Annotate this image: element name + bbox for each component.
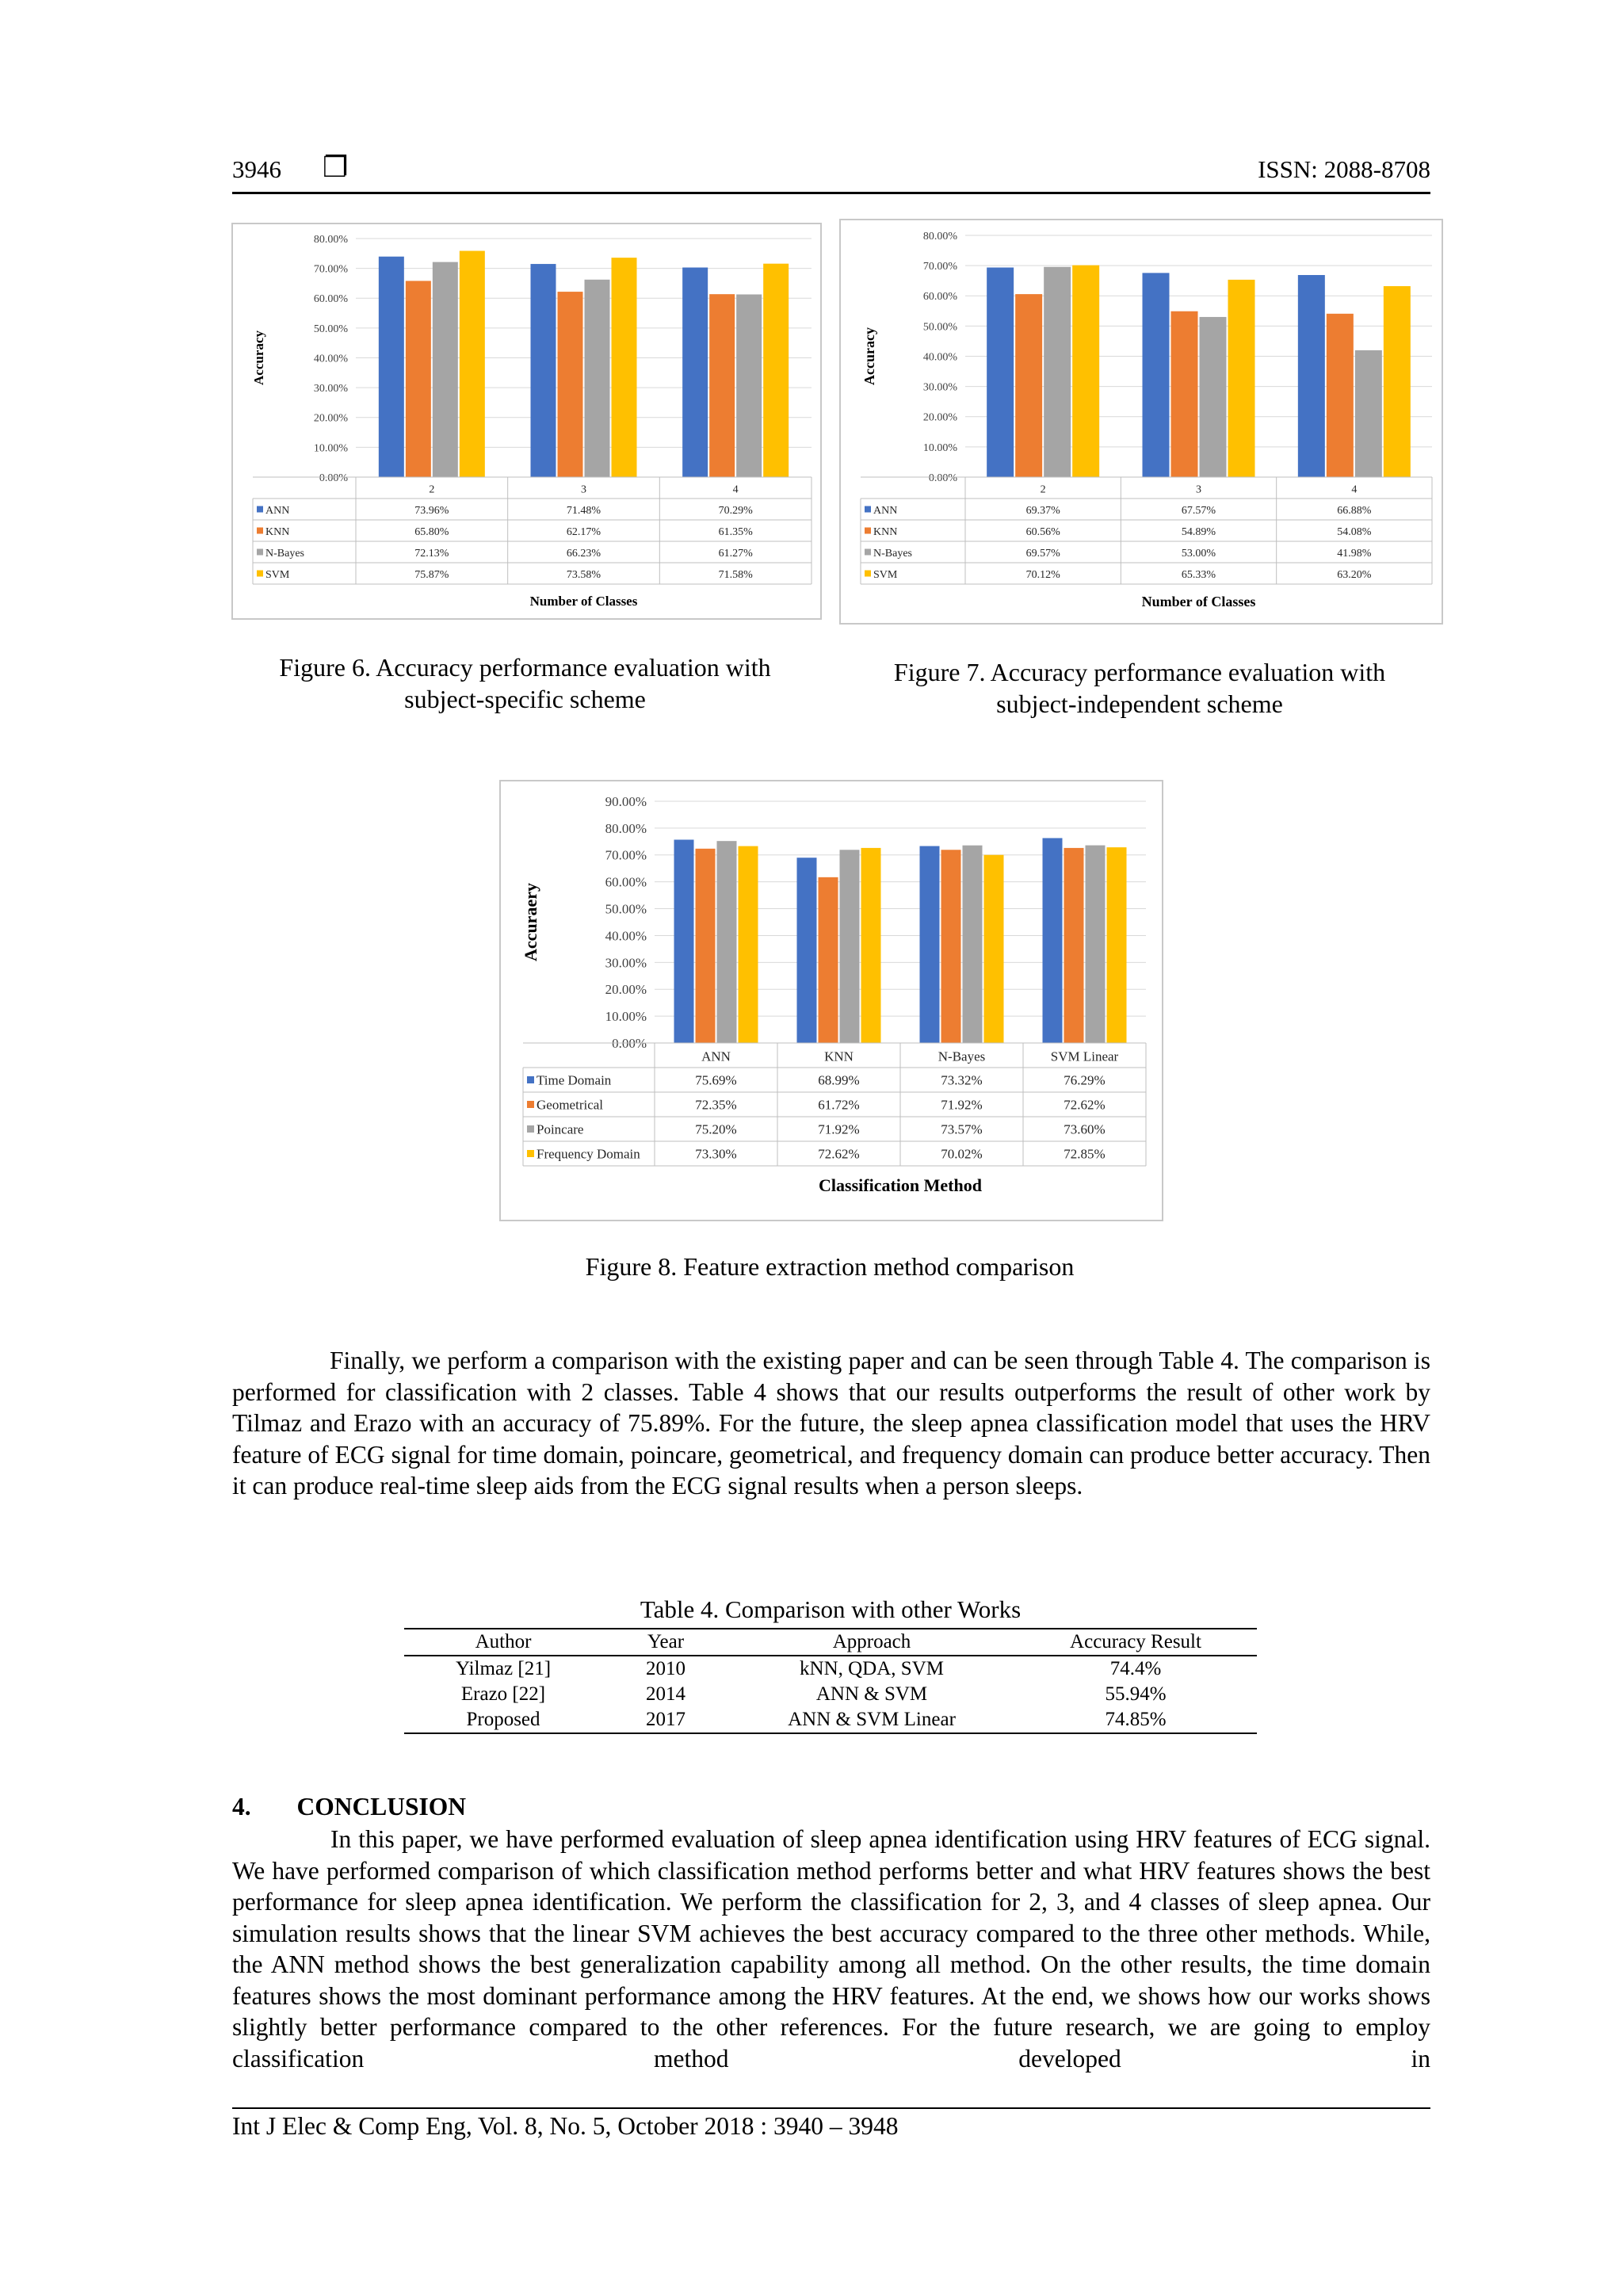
bar xyxy=(674,839,694,1043)
data-label: 71.58% xyxy=(718,568,753,581)
table-row xyxy=(404,1682,1257,1707)
legend-swatch xyxy=(527,1076,534,1083)
bar xyxy=(861,848,881,1043)
bar xyxy=(920,846,940,1043)
y-tick-label: 30.00% xyxy=(313,383,348,395)
bar xyxy=(984,855,1004,1043)
y-tick-label: 70.00% xyxy=(922,261,957,273)
legend-label: SVM xyxy=(873,568,898,581)
y-tick-label: 10.00% xyxy=(605,1009,647,1025)
table-4-caption: Table 4. Comparison with other Works xyxy=(640,1595,1022,1623)
data-label: 65.33% xyxy=(1181,568,1216,581)
x-tick-label: N-Bayes xyxy=(938,1049,986,1064)
issn: ISSN: 2088-8708 xyxy=(1258,155,1430,183)
figure-8-chart xyxy=(501,781,1162,1220)
x-axis-label: Number of Classes xyxy=(1141,594,1256,609)
x-tick-label: KNN xyxy=(824,1049,854,1064)
bar xyxy=(1298,275,1325,477)
data-label: 71.92% xyxy=(941,1097,983,1113)
caption-line: subject-independent scheme xyxy=(996,690,1283,718)
x-tick-label: 3 xyxy=(581,483,586,496)
legend-label: Geometrical xyxy=(537,1097,604,1113)
bar xyxy=(987,268,1014,477)
x-axis-label: Classification Method xyxy=(819,1175,982,1195)
y-tick-label: 80.00% xyxy=(313,233,348,246)
data-label: 54.89% xyxy=(1181,525,1216,538)
legend-label: ANN xyxy=(873,504,898,517)
bar xyxy=(819,877,838,1043)
bar xyxy=(797,858,817,1043)
paragraph-text: Finally, we perform a comparison with the existing paper and can be seen through Table 4. The comparison is performed for classification with 2 classes. Table 4 shows that our results outperforms the result of other work by Tilmaz and Erazo with an accuracy of 75.89%. For the future, the sleep apnea classification model that uses the HRV feature of ECG signal for time domain, poincare, geometrical, and frequency domain can produce better accuracy. Then it can produce real-time sleep aids from the ECG signal results when a person sleeps. xyxy=(232,1347,1430,1499)
legend-swatch xyxy=(527,1125,534,1133)
figure-8-caption xyxy=(499,1251,1160,1282)
section-number: 4. xyxy=(232,1793,251,1820)
legend-swatch xyxy=(865,528,871,534)
col-year: Year xyxy=(647,1631,685,1652)
data-label: 66.88% xyxy=(1337,504,1372,517)
legend-swatch xyxy=(257,506,263,513)
bar xyxy=(531,264,556,477)
data-label: 75.20% xyxy=(695,1121,737,1137)
bar xyxy=(941,850,961,1043)
data-label: 70.02% xyxy=(941,1146,983,1162)
data-label: 60.56% xyxy=(1025,525,1060,538)
x-tick-label: 2 xyxy=(1040,483,1046,496)
bar xyxy=(739,846,758,1043)
y-tick-label: 20.00% xyxy=(922,411,957,424)
section-title: CONCLUSION xyxy=(296,1793,467,1820)
data-label: 68.99% xyxy=(818,1072,860,1088)
y-tick-label: 20.00% xyxy=(605,982,647,998)
caption-line: Figure 6. Accuracy performance evaluation with xyxy=(279,653,771,682)
y-tick-label: 20.00% xyxy=(313,412,348,425)
data-label: 66.23% xyxy=(566,547,601,560)
x-tick-label: 4 xyxy=(1351,483,1358,496)
y-axis-label: Accuracy xyxy=(251,330,266,385)
conclusion-paragraph xyxy=(232,1824,1430,2074)
data-label: 69.37% xyxy=(1025,504,1060,517)
figure-7-caption xyxy=(839,656,1440,720)
legend-label: ANN xyxy=(265,504,290,517)
bar xyxy=(1228,280,1255,477)
y-tick-label: 70.00% xyxy=(605,847,647,863)
data-label: 72.35% xyxy=(695,1097,737,1113)
legend-swatch xyxy=(257,571,263,577)
figure-7 xyxy=(839,219,1443,625)
data-label: 70.12% xyxy=(1025,568,1060,581)
y-tick-label: 10.00% xyxy=(313,442,348,455)
caption-line: Figure 7. Accuracy performance evaluation with xyxy=(893,658,1386,686)
bar xyxy=(736,294,762,477)
legend-label: N-Bayes xyxy=(873,547,912,560)
cell-accuracy: 74.85% xyxy=(1105,1709,1167,1730)
bar xyxy=(1107,847,1127,1043)
data-label: 61.35% xyxy=(718,525,753,538)
cell-approach: ANN & SVM xyxy=(815,1683,928,1705)
figure-7-chart xyxy=(841,220,1442,623)
data-label: 73.96% xyxy=(414,504,449,517)
bar xyxy=(840,850,860,1043)
y-tick-label: 60.00% xyxy=(922,291,957,304)
data-label: 67.57% xyxy=(1181,504,1216,517)
cell-author: Proposed xyxy=(466,1709,540,1730)
bar xyxy=(1072,266,1099,477)
y-tick-label: 40.00% xyxy=(313,353,348,365)
x-axis-label: Number of Classes xyxy=(529,594,638,609)
data-label: 70.29% xyxy=(718,504,753,517)
data-label: 63.20% xyxy=(1337,568,1372,581)
y-tick-label: 40.00% xyxy=(922,351,957,364)
y-tick-label: 0.00% xyxy=(928,472,957,484)
table-header-row xyxy=(404,1629,1257,1656)
caption-line: Figure 8. Feature extraction method comparison xyxy=(585,1252,1075,1281)
cell-author: Erazo [22] xyxy=(460,1683,546,1705)
cell-year: 2014 xyxy=(646,1683,685,1705)
bar xyxy=(717,841,737,1043)
data-label: 72.13% xyxy=(414,547,449,560)
legend-swatch xyxy=(865,549,871,556)
data-label: 73.30% xyxy=(695,1146,737,1162)
body-paragraph xyxy=(232,1345,1430,1502)
header-rule xyxy=(232,192,1430,194)
data-label: 76.29% xyxy=(1064,1072,1106,1088)
legend-label: KNN xyxy=(265,525,290,538)
bar xyxy=(612,258,637,477)
data-label: 54.08% xyxy=(1337,525,1372,538)
x-tick-label: ANN xyxy=(701,1049,731,1064)
legend-swatch xyxy=(257,549,263,556)
cell-year: 2010 xyxy=(646,1658,685,1679)
table-row xyxy=(404,1707,1257,1733)
x-tick-label: SVM Linear xyxy=(1050,1049,1119,1064)
legend-label: Time Domain xyxy=(537,1072,612,1088)
y-tick-label: 60.00% xyxy=(313,293,348,306)
bar xyxy=(682,268,708,477)
y-tick-label: 90.00% xyxy=(605,793,647,809)
legend-swatch xyxy=(527,1150,534,1157)
bar xyxy=(1171,311,1198,477)
col-author: Author xyxy=(475,1631,532,1652)
bar xyxy=(709,294,735,477)
y-tick-label: 60.00% xyxy=(605,874,647,890)
data-label: 53.00% xyxy=(1181,547,1216,560)
paragraph-text: In this paper, we have performed evaluation of sleep apnea identification using HRV features of ECG signal. We have performed comparison of which classification method performs better and what HRV features shows the best performance for sleep apnea identification. We perform the classification for 2, 3, and 4 classes of sleep apnea. Our simulation results shows that the linear SVM achieves the best accuracy compared to the three other methods. While, the ANN method shows the best generalization capability among all method. On the other results, the time domain features shows the most dominant performance among the HRV features. At the end, we shows how our works shows slightly better performance compared to the other references. For the future research, we are going to employ classification method developed in xyxy=(232,1825,1430,2073)
footer-rule xyxy=(232,2107,1430,2109)
bar xyxy=(460,251,485,477)
data-label: 69.57% xyxy=(1025,547,1060,560)
bar xyxy=(963,846,983,1043)
cell-year: 2017 xyxy=(646,1709,685,1730)
bar xyxy=(1200,317,1227,477)
legend-label: N-Bayes xyxy=(265,547,304,560)
bar xyxy=(1355,350,1382,477)
figure-6-caption xyxy=(231,651,819,715)
legend-swatch xyxy=(257,528,263,534)
data-label: 72.85% xyxy=(1064,1146,1106,1162)
y-tick-label: 70.00% xyxy=(313,263,348,276)
page-number: 3946 xyxy=(232,155,281,183)
data-label: 73.58% xyxy=(566,568,601,581)
data-label: 61.72% xyxy=(818,1097,860,1113)
y-axis-label: Accuraery xyxy=(521,883,540,961)
table-4 xyxy=(404,1628,1257,1734)
cell-approach: kNN, QDA, SVM xyxy=(800,1658,944,1679)
legend-swatch xyxy=(865,571,871,577)
y-tick-label: 30.00% xyxy=(605,955,647,971)
cell-approach: ANN & SVM Linear xyxy=(788,1709,956,1730)
legend-label: SVM xyxy=(265,568,290,581)
data-label: 75.87% xyxy=(414,568,449,581)
y-tick-label: 80.00% xyxy=(922,230,957,243)
y-tick-label: 50.00% xyxy=(605,901,647,917)
bar xyxy=(433,262,458,477)
data-label: 65.80% xyxy=(414,525,449,538)
y-tick-label: 30.00% xyxy=(922,381,957,394)
x-tick-label: 3 xyxy=(1196,483,1201,496)
data-label: 73.32% xyxy=(941,1072,983,1088)
cell-accuracy: 74.4% xyxy=(1109,1658,1162,1679)
footer-citation: Int J Elec & Comp Eng, Vol. 8, No. 5, October 2018 : 3940 – 3948 xyxy=(232,2112,899,2140)
data-label: 61.27% xyxy=(718,547,753,560)
bar xyxy=(1064,848,1084,1043)
bar xyxy=(763,264,789,477)
y-tick-label: 40.00% xyxy=(605,928,647,944)
table-row xyxy=(404,1656,1257,1682)
data-label: 62.17% xyxy=(566,525,601,538)
legend-swatch xyxy=(865,506,871,513)
x-tick-label: 4 xyxy=(732,483,739,496)
legend-label: Frequency Domain xyxy=(537,1146,640,1162)
y-tick-label: 10.00% xyxy=(922,441,957,454)
y-tick-label: 0.00% xyxy=(612,1035,647,1051)
figure-6-chart xyxy=(233,224,820,618)
cell-author: Yilmaz [21] xyxy=(455,1658,552,1679)
bar xyxy=(696,849,716,1043)
x-tick-label: 2 xyxy=(429,483,435,496)
data-label: 72.62% xyxy=(818,1146,860,1162)
data-label: 72.62% xyxy=(1064,1097,1106,1113)
bar xyxy=(1143,273,1170,477)
bar xyxy=(1044,267,1071,477)
data-label: 71.48% xyxy=(566,504,601,517)
legend-label: KNN xyxy=(873,525,898,538)
box-icon: ❐ xyxy=(323,151,349,183)
bar xyxy=(1015,294,1042,477)
bar xyxy=(558,292,583,477)
section-4-heading xyxy=(232,1793,466,1821)
data-label: 71.92% xyxy=(818,1121,860,1137)
bar xyxy=(1043,838,1063,1043)
bar xyxy=(1327,314,1354,477)
bar xyxy=(1384,286,1411,477)
bar xyxy=(1086,846,1106,1043)
data-label: 41.98% xyxy=(1337,547,1372,560)
cell-accuracy: 55.94% xyxy=(1105,1683,1167,1705)
legend-label: Poincare xyxy=(537,1121,584,1137)
col-approach: Approach xyxy=(832,1631,911,1652)
data-label: 75.69% xyxy=(695,1072,737,1088)
col-accuracy: Accuracy Result xyxy=(1070,1631,1201,1652)
y-tick-label: 0.00% xyxy=(319,472,348,484)
figure-6 xyxy=(231,223,822,620)
y-tick-label: 80.00% xyxy=(605,820,647,836)
y-tick-label: 50.00% xyxy=(313,323,348,335)
bar xyxy=(379,257,404,477)
figure-8 xyxy=(499,780,1163,1221)
bar xyxy=(585,280,610,477)
y-axis-label: Accuracy xyxy=(861,327,877,385)
caption-line: subject-specific scheme xyxy=(404,685,646,713)
data-label: 73.57% xyxy=(941,1121,983,1137)
bar xyxy=(406,281,431,477)
legend-swatch xyxy=(527,1101,534,1108)
y-tick-label: 50.00% xyxy=(922,321,957,334)
data-label: 73.60% xyxy=(1064,1121,1106,1137)
